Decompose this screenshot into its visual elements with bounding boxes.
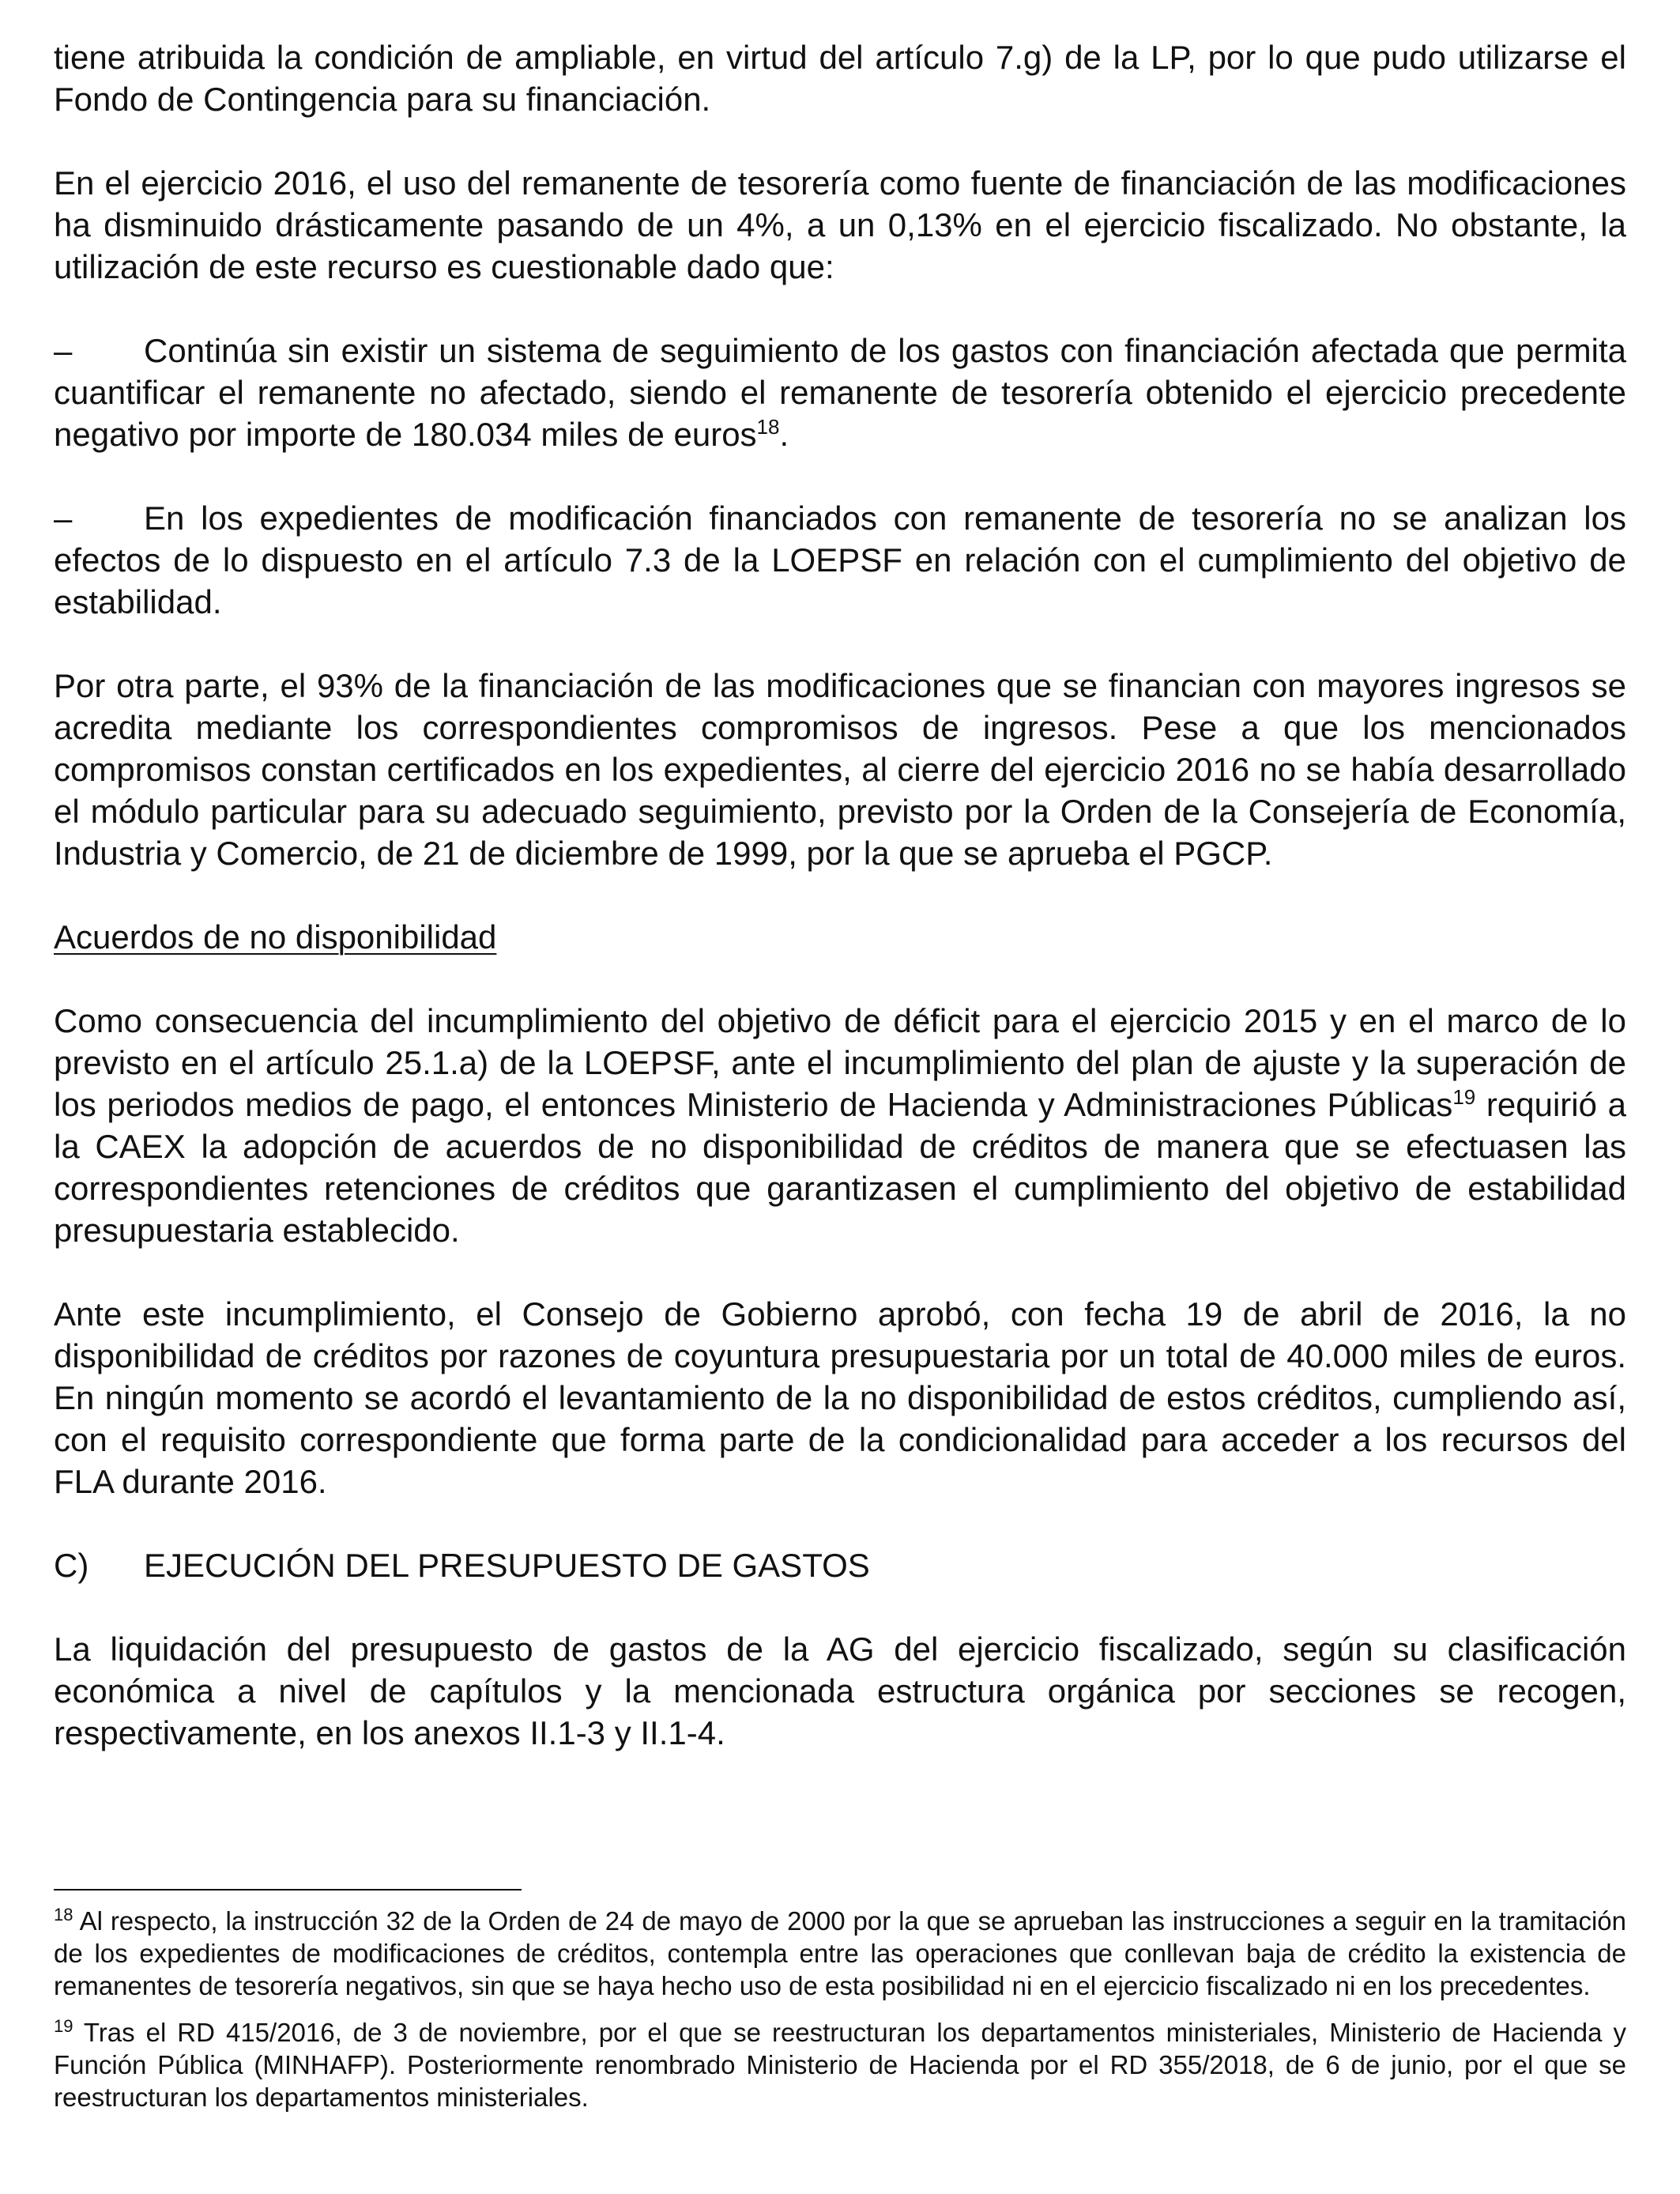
bullet-item-1 [54,330,1626,455]
section-heading-c [54,1544,1626,1586]
footnotes [54,1905,1626,2128]
bullet-dash: – [54,332,73,369]
footnote-18-number: 18 [54,1905,73,1924]
paragraph-4 [54,1000,1626,1251]
bullet-1-end: . [779,416,789,453]
footnote-19-number: 19 [54,2016,73,2036]
footnote-ref-19[interactable]: 19 [1452,1085,1476,1109]
paragraph-6: La liquidación del presupuesto de gastos de la AG del ejercicio fiscalizado, según su clasificación económica a nivel de capítulos y la mencionada estructura orgánica por secciones se recogen, respectivamente, en los anexos II.1-3 y II.1-4. [54,1630,1626,1751]
bullet-2-text: En los expedientes de modificación financiados con remanente de tesorería no se analizan los efectos de lo dispuesto en el artículo 7.3 de la LOEPSF en relación con el cumplimiento del objetivo de estabilidad. [54,499,1626,620]
paragraph-4-part-b: requirió a la CAEX la adopción de acuerdos de no disponibilidad de créditos de manera que se efectuasen las correspondientes retenciones de créditos que garantizasen el cumplimiento del objetivo de estabilidad presupuestaria establecido. [54,1086,1626,1249]
footnote-18 [54,1905,1626,2002]
footnote-19 [54,2016,1626,2113]
footnote-divider [54,1889,522,1891]
paragraph-4-part-a: Como consecuencia del incumplimiento del objetivo de déficit para el ejercicio 2015 y en el marco de lo previsto en el artículo 25.1.a) de la LOEPSF, ante el incumplimiento del plan de ajuste y la superación de los periodos medios de pago, el entonces Ministerio de Hacienda y Administraciones Públicas [54,1002,1626,1123]
footnote-18-text: Al respecto, la instrucción 32 de la Orden de 24 de mayo de 2000 por la que se aprueban las instrucciones a seguir en la tramitación de los expedientes de modificaciones de créditos, contempla entre las operaciones que conllevan baja de crédito la existencia de remanentes de tesorería negativos, sin que se haya hecho uso de esta posibilidad ni en el ejercicio fiscalizado ni en los precedentes. [54,1906,1626,2000]
bullet-1-text: Continúa sin existir un sistema de seguimiento de los gastos con financiación afectada que permita cuantificar el remanente no afectado, siendo el remanente de tesorería obtenido el ejercicio precedente negativo por importe de 180.034 miles de euros [54,332,1626,453]
bullet-dash: – [54,499,73,537]
paragraph-2: En el ejercicio 2016, el uso del remanente de tesorería como fuente de financiación de las modificaciones ha disminuido drásticamente pasando de un 4%, a un 0,13% en el ejercicio fiscalizado. No obstante, la utilización de este recurso es cuestionable dado que: [54,164,1626,285]
paragraph-5: Ante este incumplimiento, el Consejo de Gobierno aprobó, con fecha 19 de abril de 2016, la no disponibilidad de créditos por razones de coyuntura presupuestaria por un total de 40.000 miles de euros. En ningún momento se acordó el levantamiento de la no disponibilidad de estos créditos, cumpliendo así, con el requisito correspondiente que forma parte de la condicionalidad para acceder a los recursos del FLA durante 2016. [54,1295,1626,1500]
document-page [54,36,1626,1796]
bullet-item-2 [54,497,1626,623]
section-title: EJECUCIÓN DEL PRESUPUESTO DE GASTOS [144,1547,870,1584]
paragraph-3: Por otra parte, el 93% de la financiación de las modificaciones que se financian con mayores ingresos se acredita mediante los correspondientes compromisos de ingresos. Pese a que los mencionados compromisos constan certificados en los expedientes, al cierre del ejercicio 2016 no se había desarrollado el módulo particular para su adecuado seguimiento, previsto por la Orden de la Consejería de Economía, Industria y Comercio, de 21 de diciembre de 1999, por la que se aprueba el PGCP. [54,667,1626,872]
section-letter: C) [54,1547,89,1584]
footnote-ref-18[interactable]: 18 [756,415,780,439]
paragraph-1: tiene atribuida la condición de ampliable, en virtud del artículo 7.g) de la LP, por lo que pudo utilizarse el Fondo de Contingencia para su financiación. [54,39,1626,118]
subheading-acuerdos: Acuerdos de no disponibilidad [54,918,497,956]
footnote-19-text: Tras el RD 415/2016, de 3 de noviembre, por el que se reestructuran los departamentos ministeriales, Ministerio de Hacienda y Función Pública (MINHAFP). Posteriormente renombrado Ministerio de Hacienda por el RD 355/2018, de 6 de junio, por el que se reestructuran los departamentos ministeriales. [54,2018,1626,2112]
